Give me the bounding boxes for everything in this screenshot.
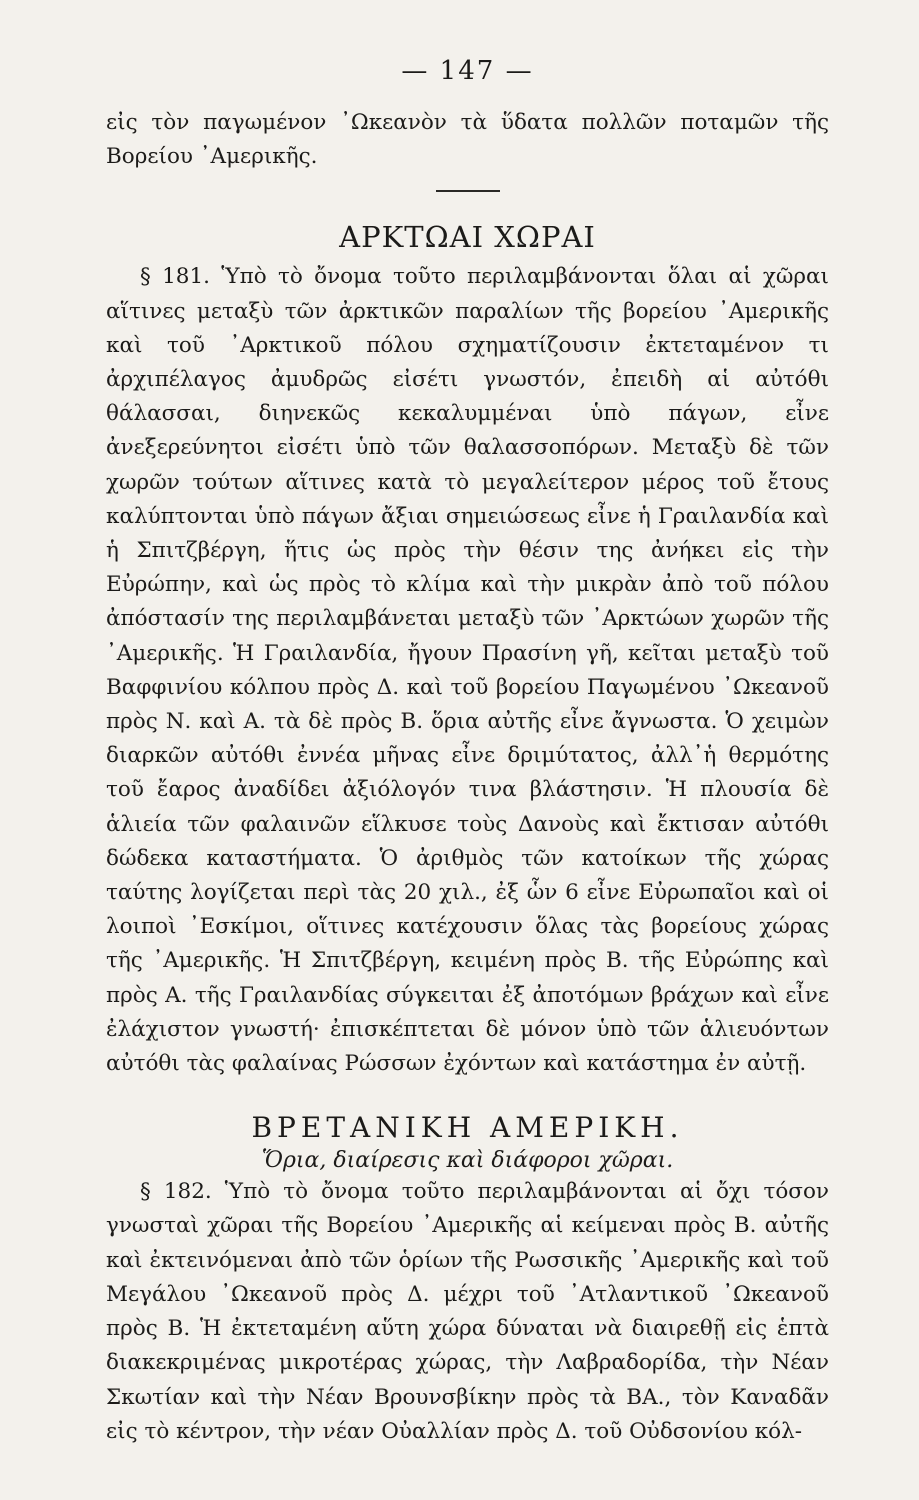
section-title-arctic-lands: ΑΡΚΤΩΑΙ ΧΩΡΑΙ [339,220,596,255]
intro-text: εἰς τὸν παγωμένον ᾿Ωκεανὸν τὰ ὕδατα πολλῶν ποταμῶν τῆς Βορείου ᾿Αμερικῆς. [106,110,829,170]
section-title-british-america: ΒΡΕΤΑΝΙΚΗ ΑΜΕΡΙΚΗ. [251,1111,684,1145]
paragraph-182: § 182. Ὑπὸ τὸ ὄνομα τοῦτο περιλαμβάνονται αἱ ὄχι τόσον γνωσταὶ χῶραι τῆς Βορείου ᾿Αμερικῆς αἱ κείμεναι πρὸς Β. αὐτῆς καὶ ἐκτεινόμεναι ἀπὸ τῶν ὁρίων τῆς Ρωσσικῆς ᾿Αμερικῆς καὶ τοῦ Μεγάλου ᾿Ωκεανοῦ πρὸς Δ. μέχρι τοῦ ᾿Ατλαντικοῦ ᾿Ωκεανοῦ πρὸς Β. Ἡ ἐκτεταμένη αὕτη χώρα δύναται νὰ διαιρεθῇ εἰς ἑπτὰ διακεκριμένας μικροτέρας χώρας, τὴν Λαβραδορίδα, τὴν Νέαν Σκωτίαν καὶ τὴν Νέαν Βρουνσβίκην πρὸς τὰ ΒΑ., τὸν Καναδᾶν εἰς τὸ κέντρον, τὴν νέαν Οὐαλλίαν πρὸς Δ. τοῦ Οὐδσονίου κόλ- [106,1179,829,1444]
section-divider [436,190,500,192]
section-subtitle: Ὅρια, διαίρεσις καὶ διάφοροι χῶραι. [261,1148,674,1174]
paragraph-181: § 181. Ὑπὸ τὸ ὄνομα τοῦτο περιλαμβάνονται ὅλαι αἱ χῶραι αἵτινες μεταξὺ τῶν ἀρκτικῶν παραλίων τῆς βορείου ᾿Αμερικῆς καὶ τοῦ ᾿Αρκτικοῦ πόλου σχηματίζουσιν ἐκτεταμένον τι ἀρχιπέλαγος ἀμυδρῶς εἰσέτι γνωστόν, ἐπειδὴ αἱ αὐτόθι θάλασσαι, διηνεκῶς κεκαλυμμέναι ὑπὸ πάγων, εἶνε ἀνεξερεύνητοι εἰσέτι ὑπὸ τῶν θαλασσοπόρων. Μεταξὺ δὲ τῶν χωρῶν τούτων αἵτινες κατὰ τὸ μεγαλείτερον μέρος τοῦ ἔτους καλύπτονται ὑπὸ πάγων ἄξιαι σημειώσεως εἶνε ἡ Γραιλανδία καὶ ἡ Σπιτζβέργη, ἥτις ὡς πρὸς τὴν θέσιν της ἀνήκει εἰς τὴν Εὐρώπην, καὶ ὡς πρὸς τὸ κλίμα καὶ τὴν μικρὰν ἀπὸ τοῦ πόλου ἀπόστασίν της περιλαμβάνεται μεταξὺ τῶν ᾿Αρκτώων χωρῶν τῆς ᾿Αμερικῆς. Ἡ Γραιλανδία, ἤγουν Πρασίνη γῆ, κεῖται μεταξὺ τοῦ Βαφφινίου κόλπου πρὸς Δ. καὶ τοῦ βορείου Παγωμένου ᾿Ωκεανοῦ πρὸς Ν. καὶ Α. τὰ δὲ πρὸς Β. ὅρια αὐτῆς εἶνε ἄγνωστα. Ὁ χειμὼν διαρκῶν αὐτόθι ἐννέα μῆνας εἶνε δριμύτατος, ἀλλ᾿ἡ θερμότης τοῦ ἔαρος ἀναδίδει ἀξιόλογόν τινα βλάστησιν. Ἡ πλουσία δὲ ἁλιεία τῶν φαλαινῶν εἵλκυσε τοὺς Δανοὺς καὶ ἔκτισαν αὐτόθι δώδεκα καταστήματα. Ὁ ἀριθμὸς τῶν κατοίκων τῆς χώρας ταύτης λογίζεται περὶ τὰς 20 χιλ., ἐξ ὧν 6 εἶνε Εὐρωπαῖοι καὶ οἱ λοιποὶ ᾿Εσκίμοι, οἵτινες κατέχουσιν ὅλας τὰς βορείους χώρας τῆς ᾿Αμερικῆς. Ἡ Σπιτζβέργη, κειμένη πρὸς Β. τῆς Εὐρώπης καὶ πρὸς Α. τῆς Γραιλανδίας σύγκειται ἐξ ἀποτόμων βράχων καὶ εἶνε ἐλάχιστον γνωστή· ἐπισκέπτεται δὲ μόνον ὑπὸ τῶν ἁλιευόντων αὐτόθι τὰς φαλαίνας Ρώσσων ἐχόντων καὶ κατάστημα ἐν αὐτῇ. [106,264,829,1077]
page-number: — 147 — [401,56,534,86]
